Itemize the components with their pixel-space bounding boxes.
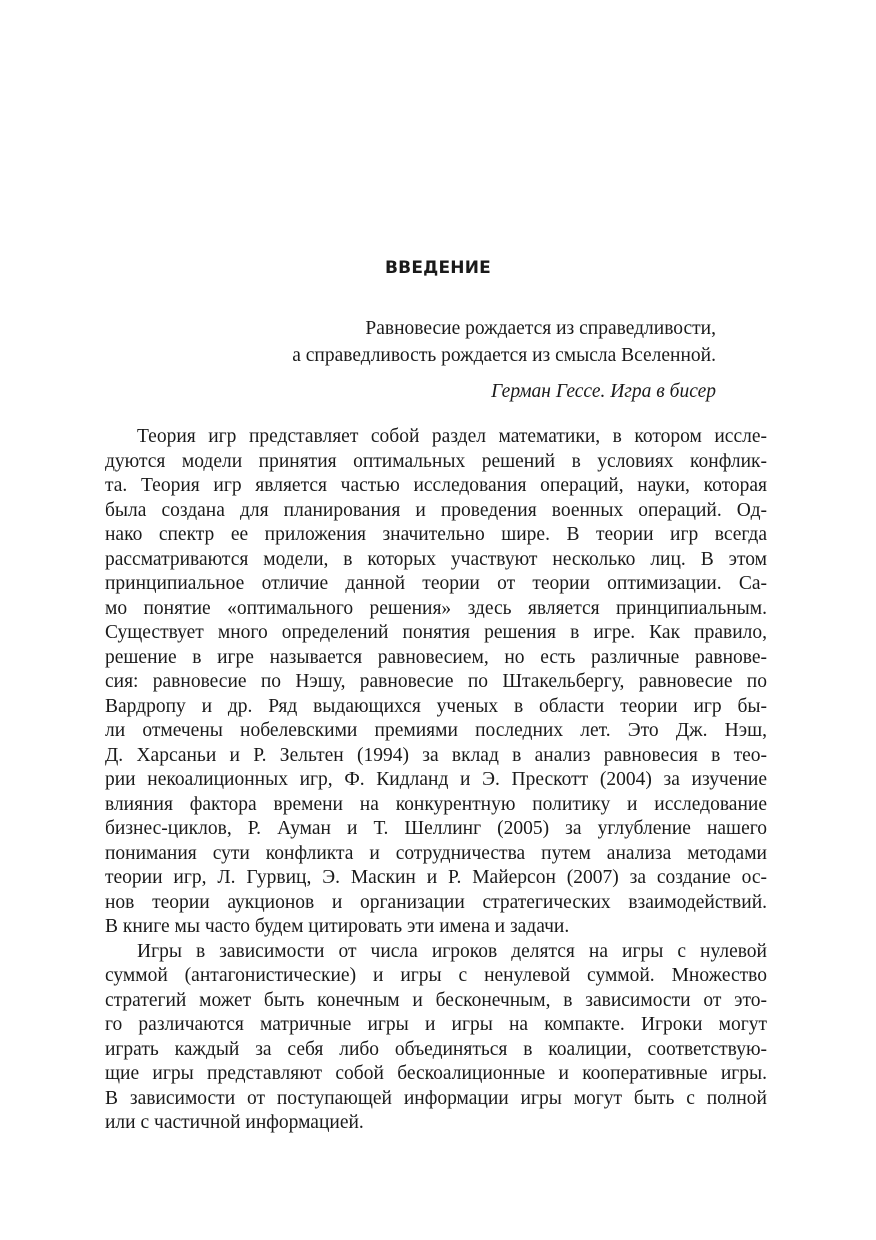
epigraph-line: Равновесие рождается из справедливости,	[365, 318, 716, 339]
text-line: принципиальное отличие данной теории от теории оптимизации. Са-	[105, 573, 767, 594]
paragraph	[105, 940, 767, 1136]
text-line: теории игр, Л. Гурвиц, Э. Маскин и Р. Майерсон (2007) за создание ос-	[105, 867, 767, 888]
text-line: В зависимости от поступающей информации игры могут быть с полной	[105, 1087, 767, 1109]
text-line: нако спектр ее приложения значительно шире. В теории игр всегда	[105, 524, 767, 545]
text-line: играть каждый за себя либо объединяться в коалиции, соответствую-	[105, 1038, 767, 1060]
text-line: В книге мы часто будем цитировать эти имена и задачи.	[105, 916, 570, 937]
text-line: бизнес-циклов, Р. Ауман и Т. Шеллинг (2005) за углубление нашего	[105, 818, 767, 839]
text-line: Игры в зависимости от числа игроков делятся на игры с нулевой	[137, 940, 767, 962]
epigraph	[292, 315, 716, 405]
text-line: рассматриваются модели, в которых участвуют несколько лиц. В этом	[105, 548, 767, 570]
text-line: Существует много определений понятия решения в игре. Как правило,	[105, 622, 767, 643]
text-line: или с частичной информацией.	[105, 1112, 364, 1133]
text-line: суммой (антагонистические) и игры с ненулевой суммой. Множество	[105, 965, 767, 986]
text-line: была создана для планирования и проведения военных операций. Од-	[105, 499, 767, 521]
text-line: рии некоалиционных игр, Ф. Кидланд и Э. Прескотт (2004) за изучение	[105, 769, 767, 790]
text-line: щие игры представляют собой бескоалиционные и кооперативные игры.	[105, 1063, 767, 1084]
text-line: решение в игре называется равновесием, но есть различные равнове-	[105, 646, 767, 668]
text-line: понимания сути конфликта и сотрудничества путем анализа методами	[105, 842, 767, 864]
text-line: сия: равновесие по Нэшу, равновесие по Штакельбергу, равновесие по	[105, 671, 767, 692]
text-line: мо понятие «оптимального решения» здесь является принципиальным.	[105, 597, 767, 619]
text-line: Теория игр представляет собой раздел математики, в котором иссле-	[137, 426, 767, 447]
paragraph	[105, 425, 767, 940]
text-line: Вардропу и др. Ряд выдающихся ученых в области теории игр бы-	[105, 695, 767, 717]
epigraph-line: а справедливость рождается из смысла Вселенной.	[292, 345, 716, 366]
epigraph-author: Герман Гессе. Игра в бисер	[491, 381, 716, 402]
chapter-heading: ВВЕДЕНИЕ	[385, 258, 491, 278]
text-line: влияния фактора времени на конкурентную политику и исследование	[105, 793, 767, 815]
text-line: та. Теория игр является частью исследования операций, науки, которая	[105, 475, 767, 496]
text-line: дуются модели принятия оптимальных решений в условиях конфлик-	[105, 450, 767, 472]
text-line: стратегий может быть конечным и бесконечным, в зависимости от это-	[105, 989, 767, 1011]
body-text	[105, 425, 767, 1136]
text-line: ли отмечены нобелевскими премиями последних лет. Это Дж. Нэш,	[105, 720, 767, 741]
text-line: нов теории аукционов и организации стратегических взаимодействий.	[105, 891, 767, 913]
text-line: го различаются матричные игры и игры на компакте. Игроки могут	[105, 1014, 767, 1035]
text-line: Д. Харсаньи и Р. Зельтен (1994) за вклад в анализ равновесия в тео-	[105, 744, 767, 766]
